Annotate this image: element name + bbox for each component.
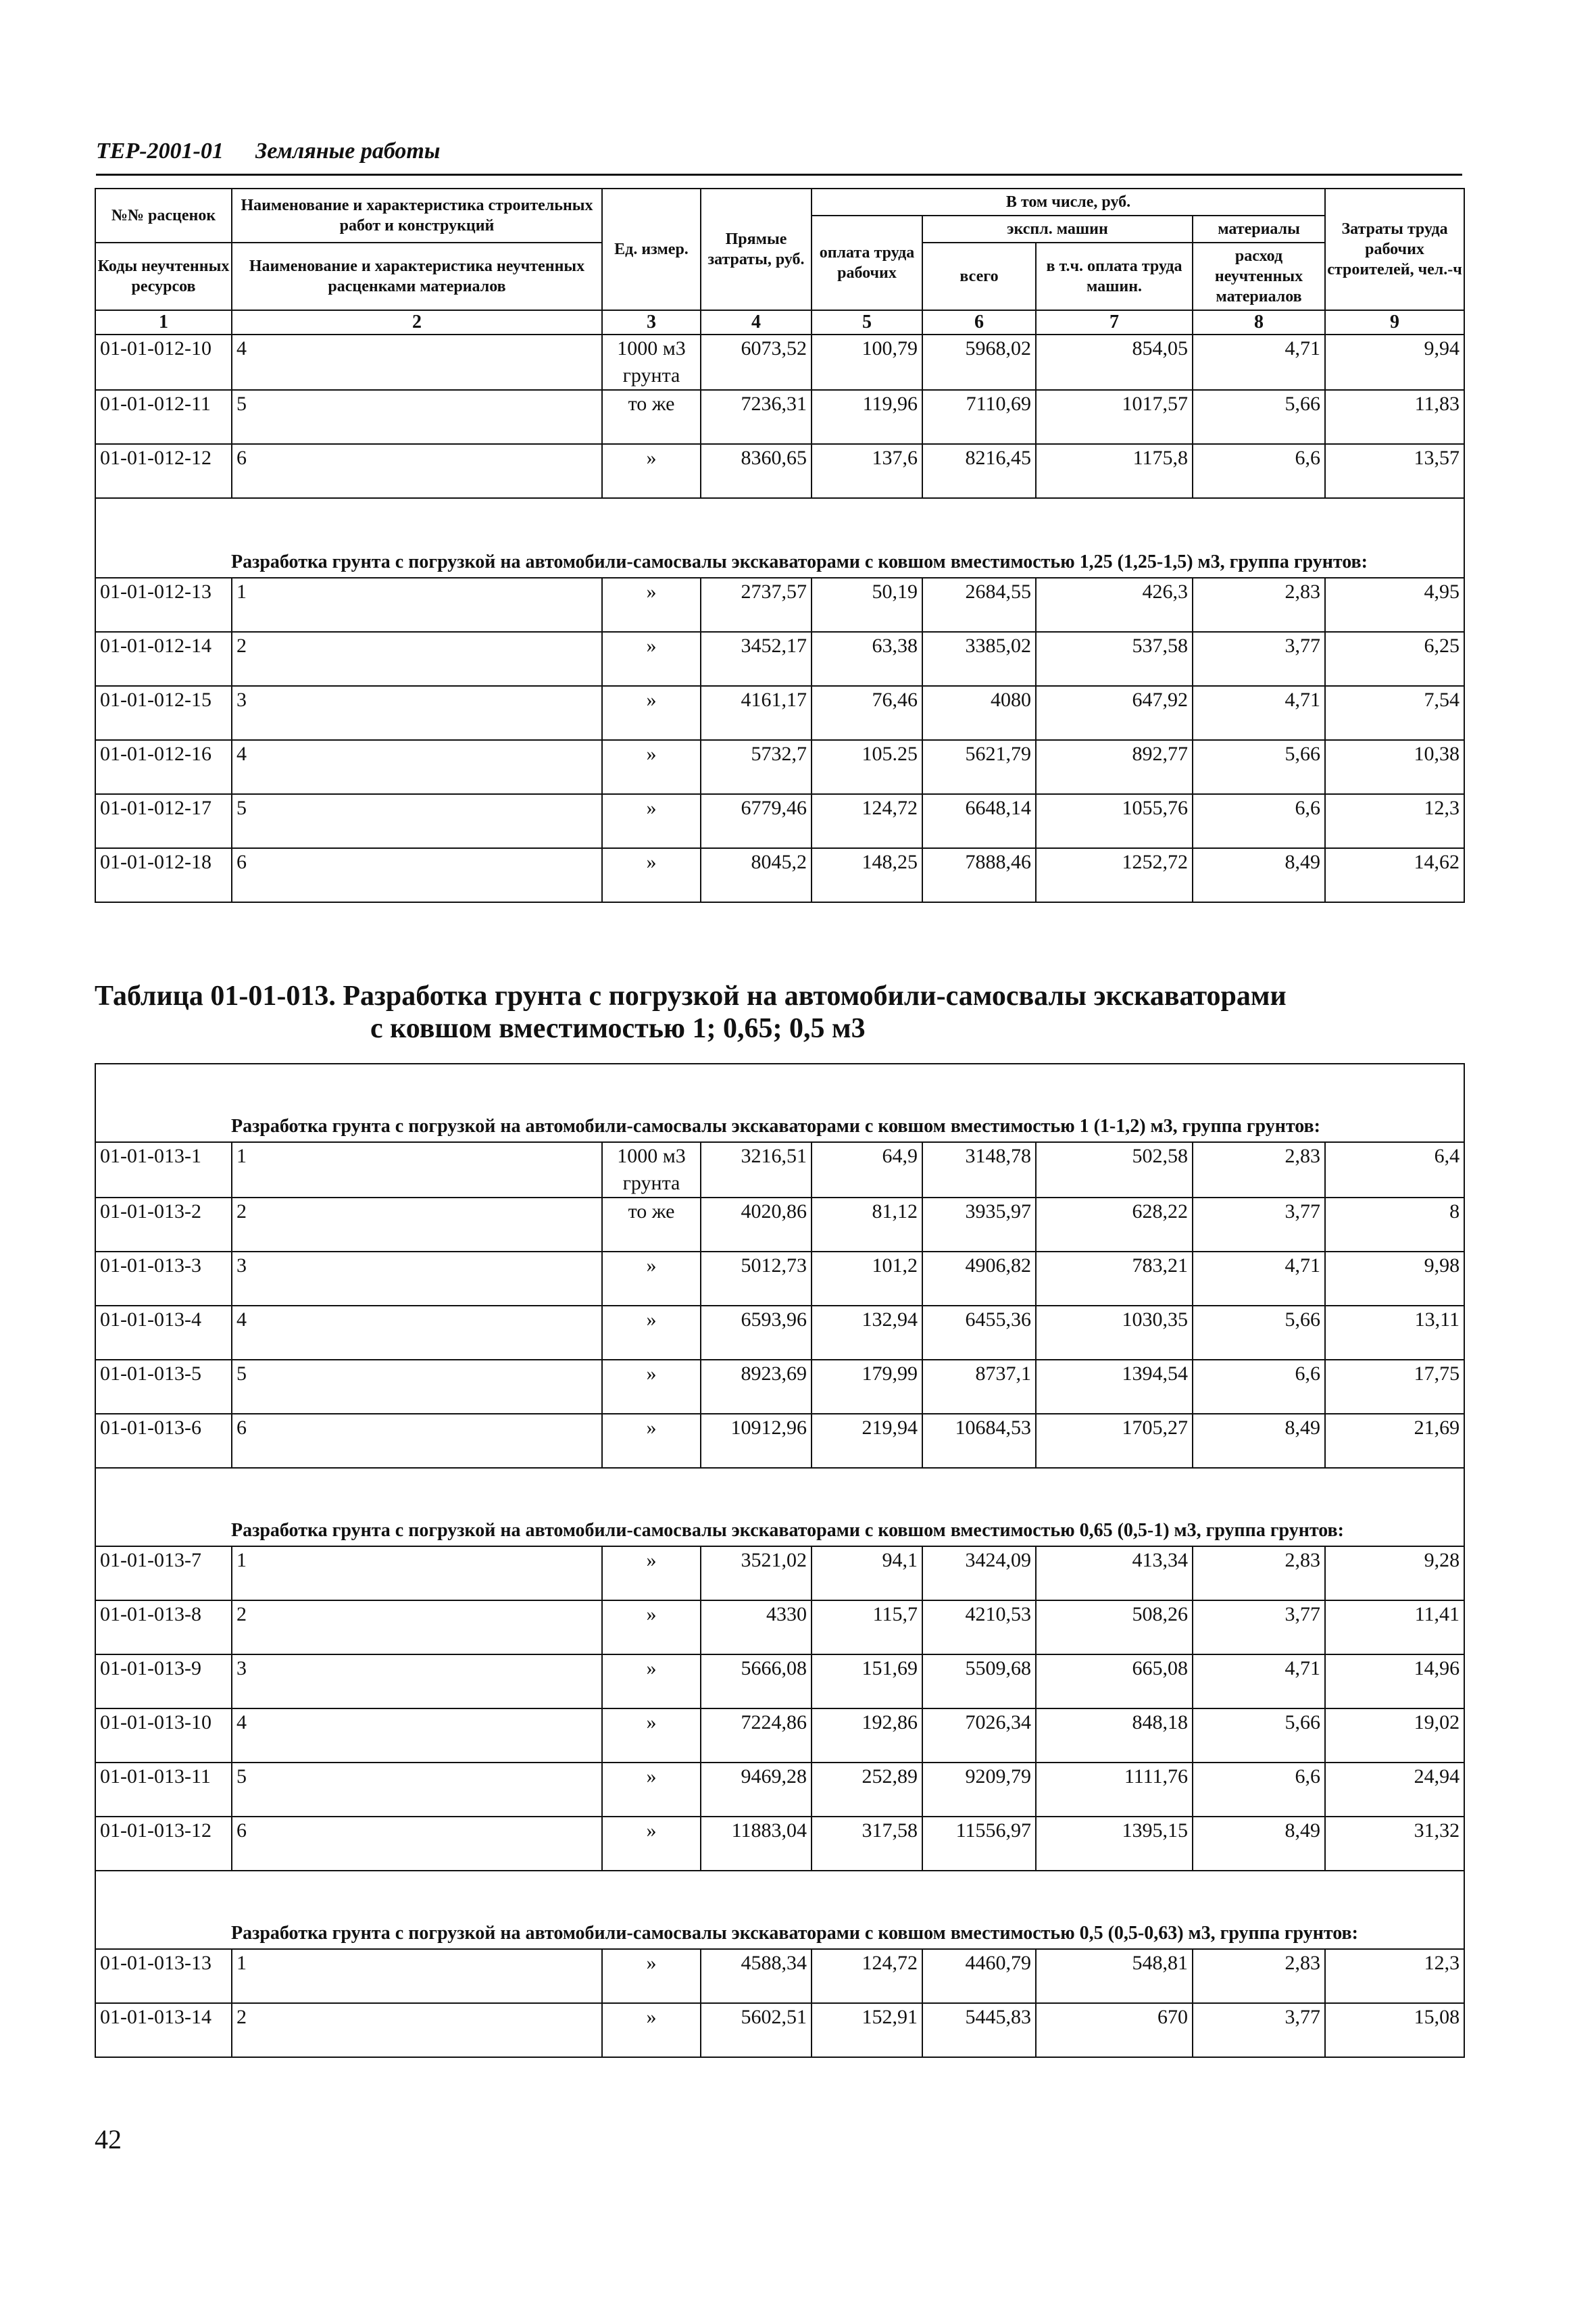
materials: 8,49 [1193,1817,1325,1871]
rates-table-013 [95,1063,1465,2058]
wages: 179,99 [812,1360,922,1414]
machines-wages: 1017,57 [1036,390,1193,444]
rate-code: 01-01-013-14 [95,2003,232,2057]
table-row [95,1252,1464,1306]
materials: 3,77 [1193,2003,1325,2057]
direct-costs: 8045,2 [701,848,812,902]
wages: 219,94 [812,1414,922,1468]
rate-name: 6 [232,848,602,902]
rate-unit: » [602,1763,701,1817]
machines-total: 11556,97 [922,1817,1036,1871]
header-machines-wages: в т.ч. оплата труда машин. [1036,243,1193,310]
labor: 8 [1325,1198,1464,1252]
table-row [95,2003,1464,2057]
rate-name: 5 [232,390,602,444]
table-row [95,1763,1464,1817]
rate-unit: то же [602,390,701,444]
wages: 132,94 [812,1306,922,1360]
table-row [95,1360,1464,1414]
rate-code: 01-01-013-10 [95,1708,232,1763]
machines-total: 7026,34 [922,1708,1036,1763]
machines-total: 4080 [922,686,1036,740]
rate-unit: » [602,1252,701,1306]
header-unit: Ед. измер. [602,189,701,310]
labor: 10,38 [1325,740,1464,794]
column-number: 1 [95,310,232,335]
rate-code: 01-01-012-18 [95,848,232,902]
rate-unit: » [602,794,701,848]
wages: 64,9 [812,1142,922,1198]
rate-code: 01-01-012-12 [95,444,232,498]
materials: 5,66 [1193,390,1325,444]
wages: 148,25 [812,848,922,902]
direct-costs: 10912,96 [701,1414,812,1468]
materials: 4,71 [1193,1654,1325,1708]
machines-wages: 1055,76 [1036,794,1193,848]
wages: 105.25 [812,740,922,794]
rate-code: 01-01-012-10 [95,335,232,390]
direct-costs: 3452,17 [701,632,812,686]
wages: 115,7 [812,1600,922,1654]
machines-total: 5621,79 [922,740,1036,794]
machines-total: 7888,46 [922,848,1036,902]
labor: 7,54 [1325,686,1464,740]
rate-code: 01-01-013-12 [95,1817,232,1871]
direct-costs: 3521,02 [701,1546,812,1600]
direct-costs: 5012,73 [701,1252,812,1306]
wages: 81,12 [812,1198,922,1252]
rate-unit: » [602,686,701,740]
rate-code: 01-01-013-13 [95,1949,232,2003]
labor: 31,32 [1325,1817,1464,1871]
machines-total: 8216,45 [922,444,1036,498]
wages: 152,91 [812,2003,922,2057]
machines-wages: 1252,72 [1036,848,1193,902]
machines-total: 4460,79 [922,1949,1036,2003]
wages: 124,72 [812,794,922,848]
table-row [95,794,1464,848]
column-number: 8 [1193,310,1325,335]
materials: 2,83 [1193,1949,1325,2003]
direct-costs: 4161,17 [701,686,812,740]
rate-unit: » [602,1654,701,1708]
direct-costs: 8923,69 [701,1360,812,1414]
direct-costs: 6593,96 [701,1306,812,1360]
rate-name: 5 [232,1763,602,1817]
rate-unit: то же [602,1198,701,1252]
table-row [95,1306,1464,1360]
table-row [95,1414,1464,1468]
materials: 4,71 [1193,686,1325,740]
rate-code: 01-01-013-11 [95,1763,232,1817]
rate-unit: » [602,1949,701,2003]
materials: 3,77 [1193,1198,1325,1252]
direct-costs: 2737,57 [701,578,812,632]
rate-name: 5 [232,1360,602,1414]
materials: 6,6 [1193,1360,1325,1414]
machines-wages: 426,3 [1036,578,1193,632]
materials: 4,71 [1193,335,1325,390]
page-header [96,139,1462,176]
wages: 192,86 [812,1708,922,1763]
column-number: 5 [812,310,922,335]
materials: 6,6 [1193,444,1325,498]
rate-code: 01-01-013-7 [95,1546,232,1600]
wages: 124,72 [812,1949,922,2003]
rate-name: 2 [232,1600,602,1654]
rate-name: 1 [232,1949,602,2003]
column-number: 4 [701,310,812,335]
labor: 11,41 [1325,1600,1464,1654]
materials: 3,77 [1193,632,1325,686]
direct-costs: 9469,28 [701,1763,812,1817]
machines-wages: 1111,76 [1036,1763,1193,1817]
rate-name: 1 [232,578,602,632]
machines-wages: 508,26 [1036,1600,1193,1654]
table-row [95,390,1464,444]
column-number: 3 [602,310,701,335]
wages: 63,38 [812,632,922,686]
header-materials-consumption: расход неучтенных материалов [1193,243,1325,310]
rate-unit: 1000 м3 грунта [602,335,701,390]
machines-total: 6648,14 [922,794,1036,848]
rate-name: 4 [232,335,602,390]
machines-wages: 1395,15 [1036,1817,1193,1871]
machines-total: 5509,68 [922,1654,1036,1708]
page-number: 42 [95,2124,122,2155]
direct-costs: 5602,51 [701,2003,812,2057]
direct-costs: 7236,31 [701,390,812,444]
materials: 3,77 [1193,1600,1325,1654]
machines-total: 3148,78 [922,1142,1036,1198]
machines-wages: 670 [1036,2003,1193,2057]
table-row [95,1708,1464,1763]
table-row [95,1546,1464,1600]
machines-wages: 892,77 [1036,740,1193,794]
section-heading: Разработка грунта с погрузкой на автомобили-самосвалы экскаваторами с ковшом вместимостью 0,65 (0,5-1) м3, группа грунтов: [95,1468,1464,1546]
rate-code: 01-01-013-1 [95,1142,232,1198]
direct-costs: 6073,52 [701,335,812,390]
rate-unit: » [602,2003,701,2057]
machines-wages: 413,34 [1036,1546,1193,1600]
header-incl: В том числе, руб. [812,189,1325,216]
machines-wages: 1175,8 [1036,444,1193,498]
machines-wages: 647,92 [1036,686,1193,740]
direct-costs: 11883,04 [701,1817,812,1871]
machines-total: 5445,83 [922,2003,1036,2057]
rate-code: 01-01-013-2 [95,1198,232,1252]
rate-name: 6 [232,1414,602,1468]
section-row [95,1064,1464,1142]
rate-unit: » [602,632,701,686]
labor: 9,94 [1325,335,1464,390]
rate-unit: » [602,848,701,902]
header-row [95,189,1464,216]
rate-unit: » [602,1360,701,1414]
machines-total: 2684,55 [922,578,1036,632]
machines-total: 4210,53 [922,1600,1036,1654]
labor: 4,95 [1325,578,1464,632]
section-row [95,1468,1464,1546]
rate-name: 2 [232,2003,602,2057]
materials: 5,66 [1193,740,1325,794]
rate-name: 5 [232,794,602,848]
section-heading: Разработка грунта с погрузкой на автомобили-самосвалы экскаваторами с ковшом вместимостью 1 (1-1,2) м3, группа грунтов: [95,1064,1464,1142]
rate-name: 4 [232,740,602,794]
rate-name: 6 [232,444,602,498]
rate-unit: » [602,1546,701,1600]
header-work-name: Наименование и характеристика строительных работ и конструкций [232,189,602,243]
rate-code: 01-01-013-5 [95,1360,232,1414]
section-row [95,498,1464,578]
rate-name: 3 [232,686,602,740]
rate-unit: » [602,578,701,632]
labor: 11,83 [1325,390,1464,444]
rate-unit: » [602,444,701,498]
wages: 252,89 [812,1763,922,1817]
rate-name: 3 [232,1654,602,1708]
machines-total: 8737,1 [922,1360,1036,1414]
rate-name: 2 [232,1198,602,1252]
wages: 151,69 [812,1654,922,1708]
rate-name: 3 [232,1252,602,1306]
materials: 2,83 [1193,1142,1325,1198]
wages: 317,58 [812,1817,922,1871]
direct-costs: 3216,51 [701,1142,812,1198]
machines-total: 3385,02 [922,632,1036,686]
section-heading: Разработка грунта с погрузкой на автомобили-самосвалы экскаваторами с ковшом вместимостью 0,5 (0,5-0,63) м3, группа грунтов: [95,1871,1464,1949]
table-caption-line-2: с ковшом вместимостью 1; 0,65; 0,5 м3 [370,1013,866,1044]
rate-code: 01-01-012-13 [95,578,232,632]
header-labor: Затраты труда рабочих строителей, чел.-ч [1325,189,1464,310]
machines-wages: 628,22 [1036,1198,1193,1252]
materials: 4,71 [1193,1252,1325,1306]
column-number: 2 [232,310,602,335]
machines-wages: 1030,35 [1036,1306,1193,1360]
section-row [95,1871,1464,1949]
machines-wages: 848,18 [1036,1708,1193,1763]
machines-total: 9209,79 [922,1763,1036,1817]
labor: 24,94 [1325,1763,1464,1817]
machines-total: 5968,02 [922,335,1036,390]
table-row [95,1817,1464,1871]
labor: 12,3 [1325,1949,1464,2003]
rate-code: 01-01-013-6 [95,1414,232,1468]
machines-total: 10684,53 [922,1414,1036,1468]
column-number: 7 [1036,310,1193,335]
direct-costs: 4330 [701,1600,812,1654]
rate-unit: 1000 м3 грунта [602,1142,701,1198]
table-row [95,632,1464,686]
materials: 8,49 [1193,848,1325,902]
rate-unit: » [602,1817,701,1871]
table-row [95,1949,1464,2003]
header-resource-codes: Коды неучтенных ресурсов [95,243,232,310]
table-row [95,1142,1464,1198]
table-caption [95,980,1464,1045]
table-row [95,686,1464,740]
direct-costs: 4588,34 [701,1949,812,2003]
rate-unit: » [602,1414,701,1468]
labor: 15,08 [1325,2003,1464,2057]
labor: 12,3 [1325,794,1464,848]
labor: 17,75 [1325,1360,1464,1414]
materials: 5,66 [1193,1708,1325,1763]
labor: 9,28 [1325,1546,1464,1600]
document-code: ТЕР-2001-01 [96,139,224,164]
wages: 50,19 [812,578,922,632]
rate-name: 6 [232,1817,602,1871]
labor: 6,25 [1325,632,1464,686]
table-row [95,444,1464,498]
machines-total: 7110,69 [922,390,1036,444]
column-number-row [95,310,1464,335]
machines-total: 4906,82 [922,1252,1036,1306]
materials: 2,83 [1193,1546,1325,1600]
rate-code: 01-01-012-15 [95,686,232,740]
table-caption-line-1: Таблица 01-01-013. Разработка грунта с погрузкой на автомобили-самосвалы экскаваторами [95,981,1287,1012]
machines-total: 6455,36 [922,1306,1036,1360]
machines-wages: 1705,27 [1036,1414,1193,1468]
section-heading: Разработка грунта с погрузкой на автомобили-самосвалы экскаваторами с ковшом вместимостью 1,25 (1,25-1,5) м3, группа грунтов: [95,498,1464,578]
machines-wages: 783,21 [1036,1252,1193,1306]
materials: 6,6 [1193,794,1325,848]
rate-unit: » [602,1600,701,1654]
materials: 2,83 [1193,578,1325,632]
direct-costs: 5666,08 [701,1654,812,1708]
machines-wages: 548,81 [1036,1949,1193,2003]
rates-table-012 [95,188,1465,903]
table-row [95,848,1464,902]
table-row [95,1654,1464,1708]
rate-code: 01-01-012-17 [95,794,232,848]
labor: 13,11 [1325,1306,1464,1360]
table-row [95,578,1464,632]
labor: 6,4 [1325,1142,1464,1198]
header-rate-no: №№ расценок [95,189,232,243]
rate-code: 01-01-013-3 [95,1252,232,1306]
table-row [95,740,1464,794]
materials: 5,66 [1193,1306,1325,1360]
wages: 94,1 [812,1546,922,1600]
rate-code: 01-01-013-4 [95,1306,232,1360]
table-row [95,1198,1464,1252]
rate-code: 01-01-013-9 [95,1654,232,1708]
labor: 14,62 [1325,848,1464,902]
wages: 137,6 [812,444,922,498]
labor: 14,96 [1325,1654,1464,1708]
wages: 101,2 [812,1252,922,1306]
rate-name: 1 [232,1546,602,1600]
labor: 19,02 [1325,1708,1464,1763]
machines-wages: 854,05 [1036,335,1193,390]
direct-costs: 8360,65 [701,444,812,498]
direct-costs: 7224,86 [701,1708,812,1763]
header-machines-total: всего [922,243,1036,310]
header-wages: оплата труда рабочих [812,216,922,310]
labor: 21,69 [1325,1414,1464,1468]
direct-costs: 6779,46 [701,794,812,848]
machines-total: 3935,97 [922,1198,1036,1252]
labor: 9,98 [1325,1252,1464,1306]
materials: 6,6 [1193,1763,1325,1817]
direct-costs: 4020,86 [701,1198,812,1252]
machines-wages: 1394,54 [1036,1360,1193,1414]
table-row [95,335,1464,390]
wages: 76,46 [812,686,922,740]
header-materials: материалы [1193,216,1325,243]
rate-unit: » [602,1708,701,1763]
rate-name: 4 [232,1708,602,1763]
rate-code: 01-01-012-16 [95,740,232,794]
table-row [95,1600,1464,1654]
machines-wages: 502,58 [1036,1142,1193,1198]
column-number: 6 [922,310,1036,335]
header-resource-name: Наименование и характеристика неучтенных расценками материалов [232,243,602,310]
wages: 100,79 [812,335,922,390]
machines-wages: 665,08 [1036,1654,1193,1708]
column-number: 9 [1325,310,1464,335]
rate-code: 01-01-012-14 [95,632,232,686]
rate-name: 2 [232,632,602,686]
rate-code: 01-01-012-11 [95,390,232,444]
rate-unit: » [602,1306,701,1360]
rate-name: 4 [232,1306,602,1360]
materials: 8,49 [1193,1414,1325,1468]
rate-unit: » [602,740,701,794]
machines-total: 3424,09 [922,1546,1036,1600]
rate-name: 1 [232,1142,602,1198]
wages: 119,96 [812,390,922,444]
header-machines: экспл. машин [922,216,1193,243]
section-title: Земляные работы [255,139,441,164]
machines-wages: 537,58 [1036,632,1193,686]
header-direct-costs: Прямые затраты, руб. [701,189,812,310]
labor: 13,57 [1325,444,1464,498]
rate-code: 01-01-013-8 [95,1600,232,1654]
direct-costs: 5732,7 [701,740,812,794]
